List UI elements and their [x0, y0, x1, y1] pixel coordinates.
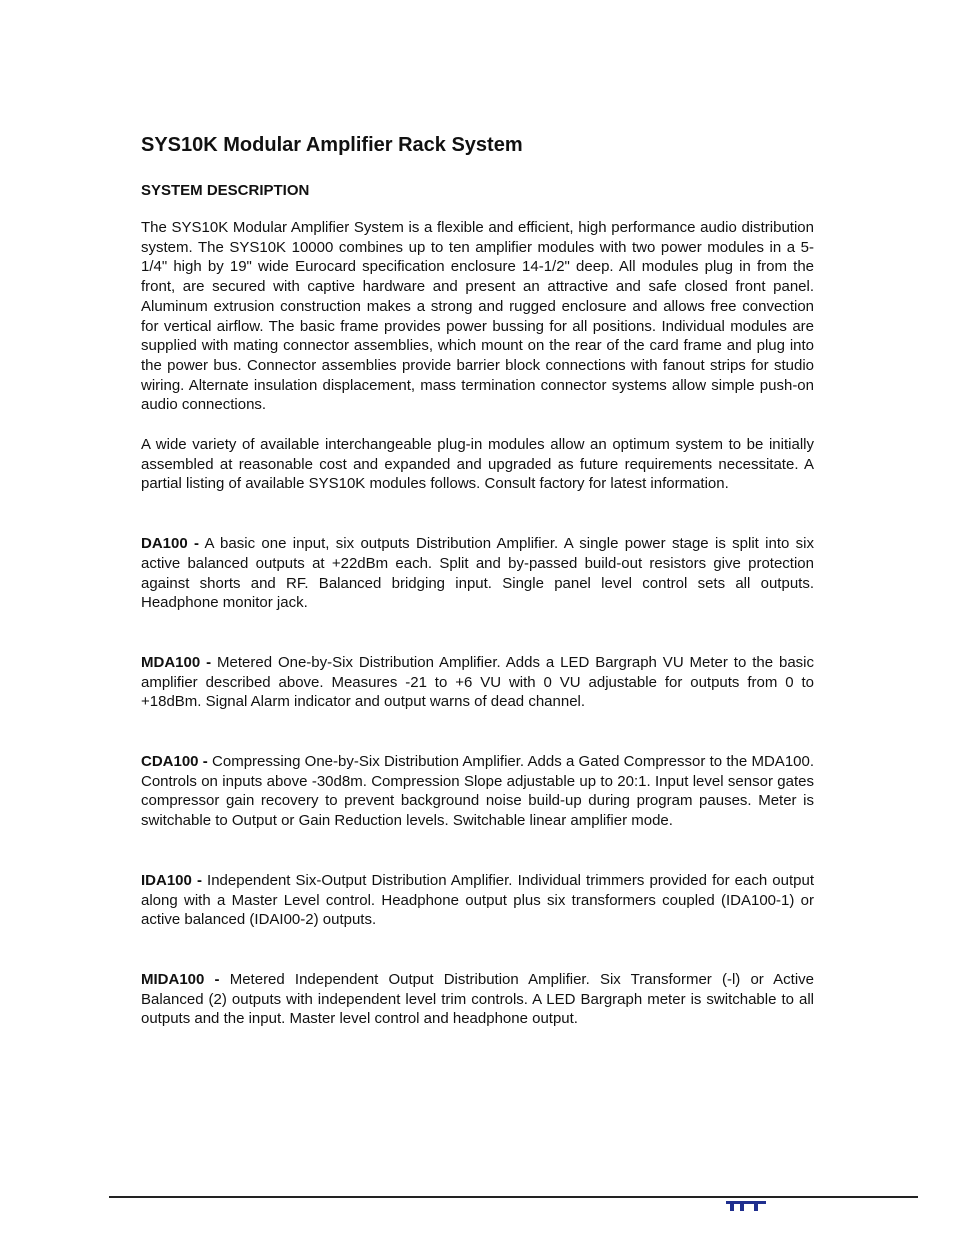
module-name: DA100 -	[141, 535, 200, 553]
module-entry-mida100	[141, 970, 814, 1029]
page-title: SYS10K Modular Amplifier Rack System	[141, 134, 523, 156]
footer-rule	[109, 1196, 918, 1198]
description-paragraph: A wide variety of available interchangeable plug-in modules allow an optimum system to be initially assembled at reasonable cost and expanded and upgraded as future requirements necessitate. A partial listing of available SYS10K modules follows. Consult factory for latest information.	[141, 436, 814, 493]
module-name: MDA100 -	[141, 653, 212, 671]
module-entry-ida100	[141, 871, 814, 930]
module-description: A basic one input, six outputs Distribution Amplifier. A single power stage is split into six active balanced outputs at +22dBm each. Split and by-passed build-out resistors give protection against shorts and RF. Balanced bridging input. Single panel level control sets all outputs. Headphone monitor jack.	[141, 535, 815, 612]
page-content	[141, 131, 814, 1029]
module-description: Compressing One-by-Six Distribution Amplifier. Adds a Gated Compressor to the MDA100. Controls on inputs above -30d8m. Compression Slope adjustable up to 20:1. Input level sensor gates compressor gain recovery to prevent background noise build-up during program pauses. Meter is switchable to Output or Gain Reduction levels. Switchable linear amplifier mode.	[141, 753, 815, 830]
module-name: IDA100 -	[141, 871, 202, 889]
company-logo-icon	[726, 1201, 766, 1211]
module-entry-da100	[141, 534, 814, 613]
module-entry-mda100	[141, 653, 814, 712]
module-name: CDA100 -	[141, 753, 208, 771]
module-description: Independent Six-Output Distribution Amplifier. Individual trimmers provided for each output along with a Master Level control. Headphone output plus six transformers coupled (IDA100-1) or active balanced (IDAI00-2) outputs.	[141, 871, 814, 929]
module-description: Metered Independent Output Distribution Amplifier. Six Transformer (-l) or Active Balanced (2) outputs with independent level trim controls. A LED Bargraph meter is switchable to all outputs and the input. Master level control and headphone output.	[141, 970, 814, 1028]
module-name: MIDA100 -	[141, 970, 220, 988]
description-paragraph: The SYS10K Modular Amplifier System is a flexible and efficient, high performance audio distribution system. The SYS10K 10000 combines up to ten amplifier modules with two power modules in a 5-1/4" high by 19" wide Eurocard specification enclosure 14-1/2" deep. All modules plug in from the front, are secured with captive hardware and present an attractive and safe closed front panel. Aluminum extrusion construction makes a strong and rugged enclosure and allows free convection for vertical airflow. The basic frame provides power bussing for all positions. Individual modules are supplied with mating connector assemblies, which mount on the rear of the card frame and plug into the power bus. Connector assemblies provide barrier block connections with fanout strips for studio wiring. Alternate insulation displacement, mass termination connector systems allow simple push-on audio connections.	[141, 219, 814, 414]
module-entry-cda100	[141, 752, 814, 831]
module-description: Metered One-by-Six Distribution Amplifier. Adds a LED Bargraph VU Meter to the basic amplifier described above. Measures -21 to +6 VU with 0 VU adjustable for outputs from 0 to +18dBm. Signal Alarm indicator and output warns of dead channel.	[141, 653, 815, 711]
section-heading: SYSTEM DESCRIPTION	[141, 182, 310, 199]
